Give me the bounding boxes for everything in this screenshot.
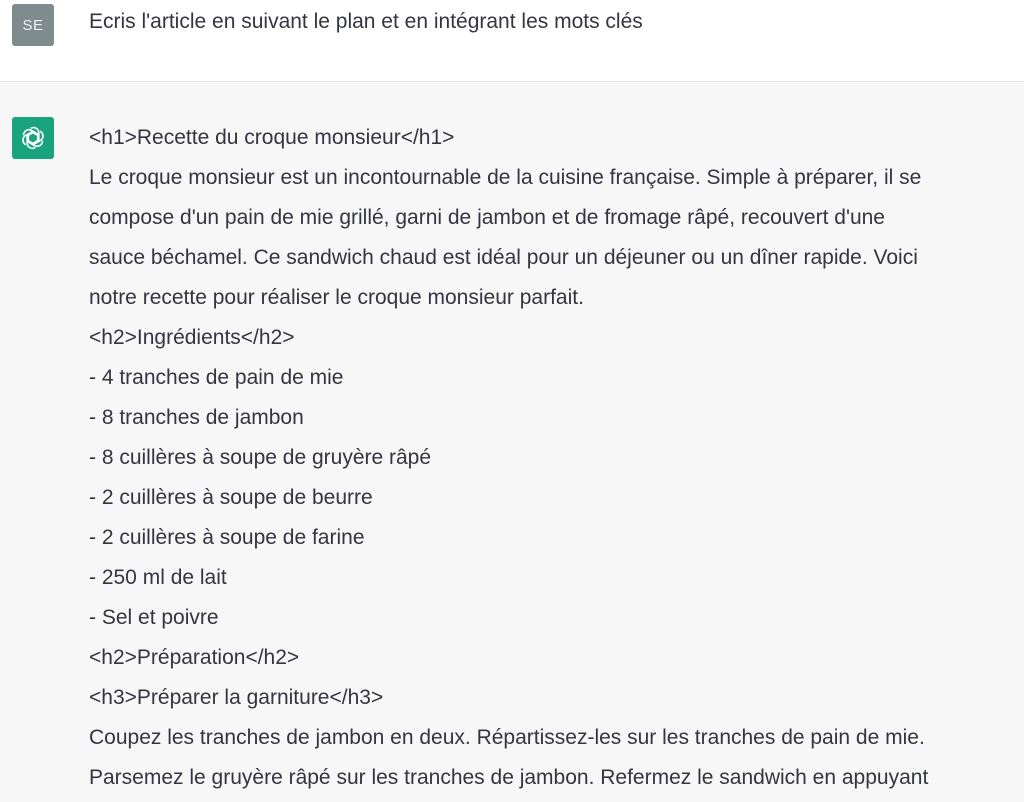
user-message-text: Ecris l'article en suivant le plan et en intégrant les mots clés	[89, 10, 643, 33]
assistant-message-row	[0, 82, 1024, 802]
garniture-heading: <h3>Préparer la garniture</h3>	[89, 686, 384, 709]
intro-line: sauce béchamel. Ce sandwich chaud est idéal pour un déjeuner ou un dîner rapide. Voici	[89, 246, 918, 269]
user-message-row	[0, 0, 1024, 82]
preparation-heading: <h2>Préparation</h2>	[89, 646, 300, 669]
ingredient-item: - 2 cuillères à soupe de beurre	[89, 486, 373, 509]
user-avatar	[12, 4, 54, 46]
ingredients-list	[89, 358, 1019, 638]
ingredient-item: - 8 tranches de jambon	[89, 406, 304, 429]
intro-line: notre recette pour réaliser le croque monsieur parfait.	[89, 286, 584, 309]
garniture-line: Coupez les tranches de jambon en deux. Répartissez-les sur les tranches de pain de mie.	[89, 726, 925, 749]
garniture-paragraph	[89, 718, 1019, 798]
assistant-message-content	[89, 118, 1019, 798]
h1-line: <h1>Recette du croque monsieur</h1>	[89, 126, 455, 149]
ingredient-item: - Sel et poivre	[89, 606, 219, 629]
ingredients-heading: <h2>Ingrédients</h2>	[89, 326, 295, 349]
user-avatar-initials: SE	[22, 16, 44, 34]
intro-line: compose d'un pain de mie grillé, garni de jambon et de fromage râpé, recouvert d'une	[89, 206, 885, 229]
garniture-line: Parsemez le gruyère râpé sur les tranches de jambon. Refermez le sandwich en appuyant	[89, 766, 929, 789]
intro-paragraph	[89, 158, 1019, 318]
ingredient-item: - 2 cuillères à soupe de farine	[89, 526, 365, 549]
intro-line: Le croque monsieur est un incontournable de la cuisine française. Simple à préparer, il se	[89, 166, 922, 189]
openai-logo-icon	[12, 117, 54, 159]
ingredient-item: - 8 cuillères à soupe de gruyère râpé	[89, 446, 432, 469]
ingredient-item: - 4 tranches de pain de mie	[89, 366, 344, 389]
ingredient-item: - 250 ml de lait	[89, 566, 227, 589]
